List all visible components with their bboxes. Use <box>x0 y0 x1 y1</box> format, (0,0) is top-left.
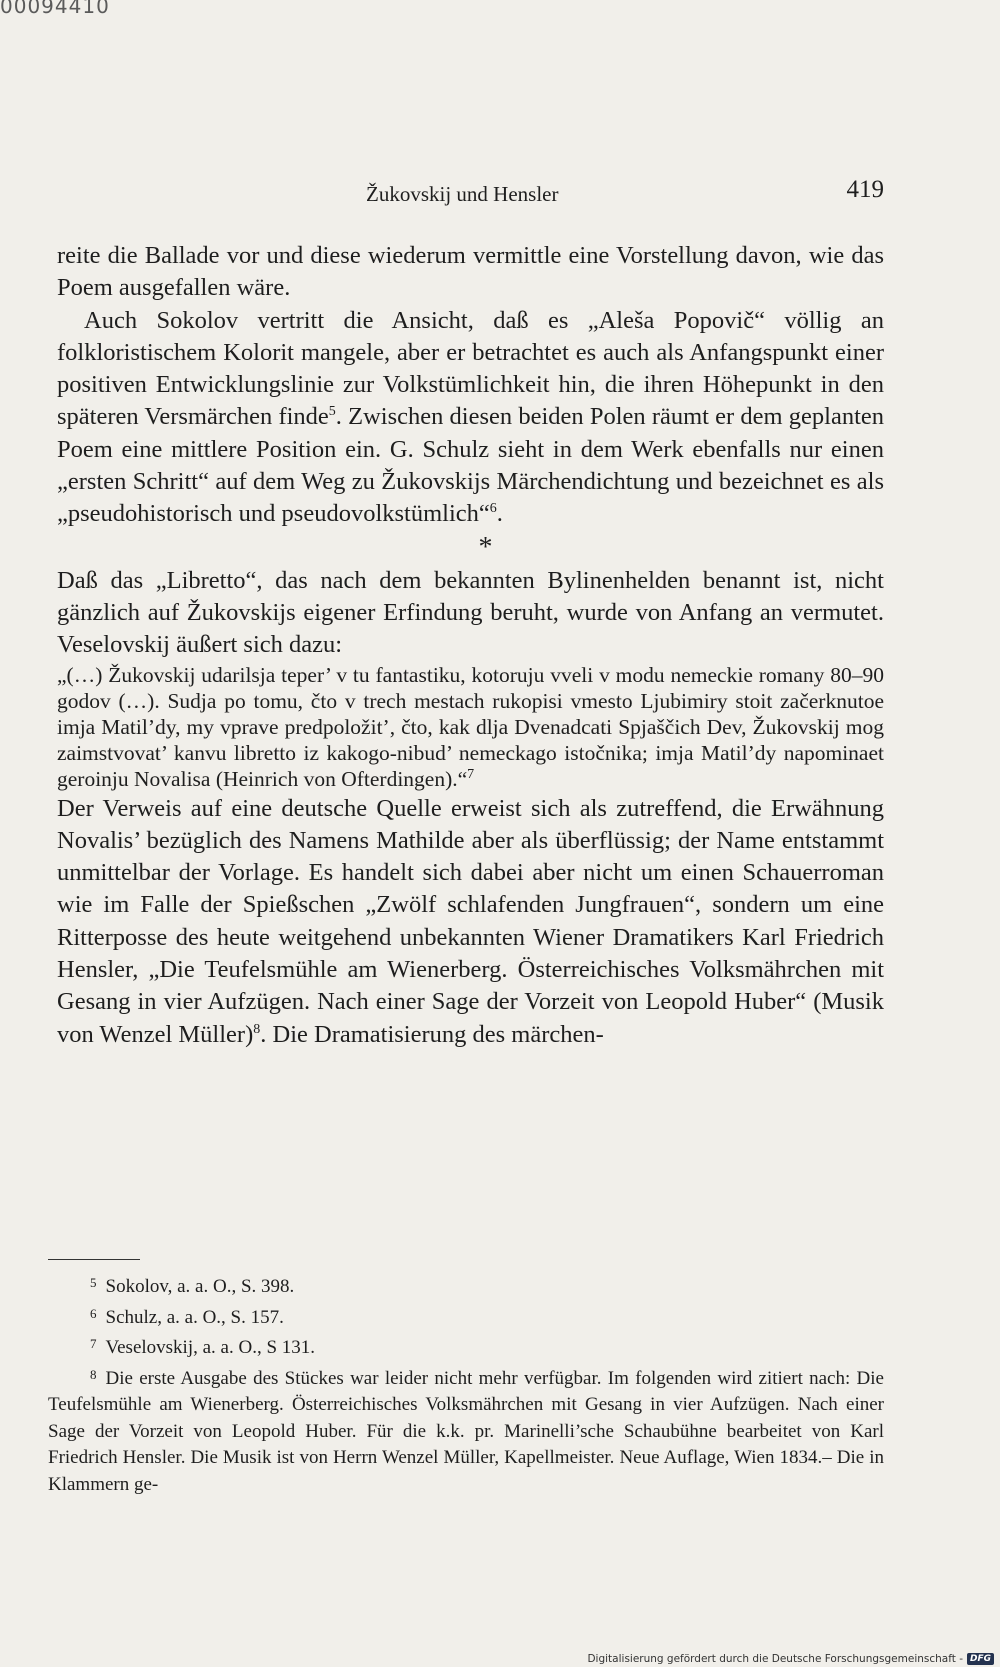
body-text <box>57 240 884 1051</box>
footnotes <box>48 1270 884 1498</box>
footnote-number: 5 <box>90 1275 97 1290</box>
paragraph-2-text-b: . Zwischen diesen beiden Polen räumt er dem geplanten Poem eine mittlere Position ein. G. Schulz sieht in dem Werk ebenfalls nur einen „ersten Schritt“ auf dem Weg zu Žukovskijs Märchendichtung und bezeichnet es als „pseudohistorisch und pseudovolkstümlich“ <box>57 403 884 528</box>
paragraph-2 <box>57 305 884 531</box>
digitization-footer <box>587 1653 994 1665</box>
footnote-text: Die erste Ausgabe des Stückes war leider nicht mehr verfügbar. Im folgenden wird zitiert nach: Die Teufelsmühle am Wienerberg. Österreichisches Volksmährchen mit Gesang in vier Aufzügen. Nach einer Sage der Vorzeit von Leopold Huber. Für die k.k. pr. Marinelli’sche Schaubühne bearbeitet von Karl Friedrich Hensler. Die Musik ist von Herrn Wenzel Müller, Kapellmeister. Neue Auflage, Wien 1834.– Die in Klammern ge- <box>48 1367 884 1495</box>
paragraph-4-end: . Die Dramatisierung des märchen- <box>260 1020 604 1048</box>
page-number: 419 <box>846 176 884 203</box>
paragraph-3: Daß das „Libretto“, das nach dem bekannten Bylinenhelden benannt ist, nicht gänzlich auf Žukovskijs eigener Erfindung beruht, wurde von Anfang an vermutet. Veselovskij äußert sich dazu: <box>57 566 884 659</box>
footnote-number: 6 <box>90 1305 97 1321</box>
paragraph-1: reite die Ballade vor und diese wiederum vermittle eine Vorstellung davon, wie das Poem ausgefallen wäre. <box>57 242 884 302</box>
footnote-6 <box>48 1301 884 1332</box>
page-header <box>52 176 884 214</box>
footnote-text: Veselovskij, a. a. O., S 131. <box>105 1337 316 1358</box>
paragraph-4-text: Der Verweis auf eine deutsche Quelle erweist sich als zutreffend, die Erwähnung Novalis’ bezüglich des Namens Mathilde aber als überflüssig; der Name entstammt unmittelbar der Vorlage. Es handelt sich dabei aber nicht um einen Schauerroman wie im Falle der Spießschen „Zwölf schlafenden Jungfrauen“, sondern um eine Ritterposse des heute weitgehend unbekannten Wiener Dramatikers Karl Friedrich Hensler, „Die Teufelsmühle am Wienerberg. Österreichisches Volksmährchen mit Gesang in vier Aufzügen. Nach einer Sage der Vorzeit von Leopold Huber“ (Musik von Wenzel Müller) <box>57 794 884 1048</box>
footnote-text: Schulz, a. a. O., S. 157. <box>105 1306 284 1328</box>
paragraph-2-text: Auch Sokolov vertritt die Ansicht, daß es „Aleša Popovič“ völlig an folkloristischem Kolorit mangele, aber er betrachtet es auch als Anfangspunkt einer positiven Entwicklungslinie zur Volkstümlichkeit hin, die ihren Höhepunkt in den späteren Versmärchen finde <box>57 306 884 431</box>
footnote-number: 8 <box>90 1366 97 1382</box>
footnote-ref-7: 7 <box>467 767 475 783</box>
footnote-text: Sokolov, a. a. O., S. 398. <box>105 1276 295 1297</box>
section-separator: * <box>478 531 493 563</box>
paragraph-2-end: . <box>496 500 503 528</box>
footnote-7 <box>48 1331 884 1362</box>
shelfmark-number: 00094410 <box>0 0 110 18</box>
footnote-ref-8: 8 <box>253 1021 261 1037</box>
digitization-credit: Digitalisierung gefördert durch die Deutsche Forschungsgemeinschaft - <box>587 1653 963 1665</box>
block-quote <box>57 662 884 793</box>
paragraph-4 <box>57 793 884 1051</box>
dfg-logo-icon: DFG <box>967 1653 994 1665</box>
footnote-5 <box>48 1270 884 1301</box>
footnote-ref-5: 5 <box>328 404 336 420</box>
footnote-ref-6: 6 <box>489 501 497 517</box>
footnote-number: 7 <box>90 1336 97 1351</box>
footnote-rule <box>48 1259 140 1260</box>
block-quote-text: „(…) Žukovskij udarilsja teper’ v tu fantastiku, kotoruju vveli v modu nemeckie romany 80–90 godov (…). Sudja po tomu, čto v trech mestach rukopisi vmesto Ljubimiry stoit začerknutoe imja Matil’dy, my vprave predpoložit’, čto, kak dlja Dvenadcati Spjaščich Dev, Žukovskij mog zaimstvovat’ kanvu libretto iz kakogo-nibud’ nemeckago istočnika; imja Matil’dy napominaet geroinju Novalisa (Heinrich von Ofterdingen).“ <box>57 662 884 792</box>
running-head: Žukovskij und Hensler <box>366 182 559 206</box>
footnote-8 <box>48 1362 884 1499</box>
